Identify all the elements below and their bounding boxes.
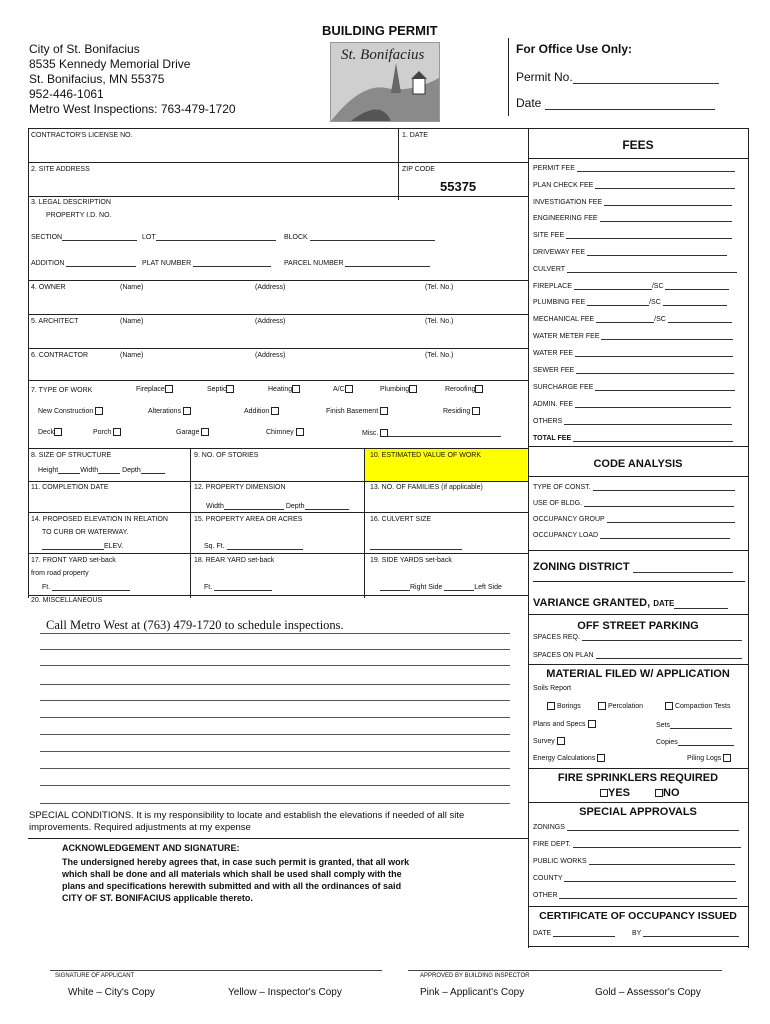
copy-pink: Pink – Applicant's Copy	[420, 987, 525, 998]
work-garage-label: Garage	[176, 428, 200, 436]
permit-no-field[interactable]	[516, 70, 719, 84]
percolation-label: Percolation	[607, 702, 643, 710]
copy-gold: Gold – Assessor's Copy	[595, 987, 701, 998]
fee-label: MECHANICAL FEE	[533, 316, 595, 323]
left-side-label: Left Side	[474, 584, 502, 591]
fees-title: FEES	[622, 138, 654, 152]
fee-plumbing[interactable]	[533, 297, 727, 306]
copies-field[interactable]	[656, 737, 734, 746]
energy-calc-checkbox[interactable]	[597, 754, 605, 762]
city-state: St. Bonifacius, MN 55375	[29, 72, 165, 86]
fee-admin[interactable]	[533, 399, 731, 408]
elev-label: ELEV.	[104, 543, 124, 550]
office-date-field[interactable]	[516, 96, 715, 110]
permit-no-label: Permit No.	[516, 70, 573, 84]
addition-label: ADDITION	[31, 260, 65, 267]
rear-ft-label: Ft.	[204, 584, 213, 591]
owner-tel-label: (Tel. No.)	[425, 284, 454, 291]
right-side-label: Right Side	[410, 584, 443, 591]
county-field[interactable]	[533, 873, 736, 882]
zip-code-value: 55375	[440, 179, 477, 194]
fee-label: DRIVEWAY FEE	[533, 249, 585, 256]
fee-label: SITE FEE	[533, 232, 565, 239]
work-heating-label: Heating	[268, 385, 293, 393]
fee-surcharge[interactable]	[533, 382, 735, 391]
sqft-field[interactable]	[204, 541, 303, 550]
work-addition-label: Addition	[244, 407, 270, 415]
plumbing-checkbox[interactable]	[409, 385, 417, 393]
special-approvals-title: SPECIAL APPROVALS	[579, 806, 697, 818]
compaction-option[interactable]	[665, 702, 730, 710]
sets-field[interactable]	[656, 720, 732, 729]
plat-number-label: PLAT NUMBER	[142, 260, 192, 267]
section-field[interactable]	[31, 232, 137, 241]
rear-yard-label: 18. REAR YARD set-back	[194, 557, 275, 564]
owner-label: 4. OWNER	[31, 284, 66, 291]
borings-checkbox[interactable]	[547, 702, 555, 710]
use-of-bldg-field[interactable]	[533, 498, 734, 507]
inspections-phone: Metro West Inspections: 763-479-1720	[29, 102, 236, 116]
fee-mechanical[interactable]	[533, 314, 732, 323]
septic-checkbox[interactable]	[226, 385, 234, 393]
architect-tel-label: (Tel. No.)	[425, 318, 454, 325]
work-plumbing[interactable]	[380, 385, 417, 393]
occupancy-group-field[interactable]	[533, 514, 735, 523]
fee-total[interactable]	[533, 433, 733, 442]
plans-specs-checkbox[interactable]	[588, 720, 596, 728]
approval-label: FIRE DEPT.	[533, 841, 571, 848]
borings-label: Borings	[556, 702, 581, 710]
certificate-title: CERTIFICATE OF OCCUPANCY ISSUED	[539, 910, 737, 922]
prop-depth-label: Depth	[285, 503, 305, 510]
architect-address-label: (Address)	[255, 318, 286, 325]
culvert-field[interactable]	[370, 541, 462, 550]
work-heating[interactable]	[268, 385, 300, 393]
work-chimney[interactable]	[266, 428, 304, 436]
work-finish-basement-label: Finish Basement	[326, 407, 379, 415]
survey-option[interactable]	[533, 737, 565, 745]
work-fireplace[interactable]	[136, 385, 173, 393]
office-use-title: For Office Use Only:	[516, 42, 633, 56]
fee-plan-check[interactable]	[533, 180, 735, 189]
sprinklers-no-checkbox[interactable]	[655, 789, 663, 797]
property-dimension-label: 12. PROPERTY DIMENSION	[194, 484, 286, 491]
proposed-elevation-label: 14. PROPOSED ELEVATION IN RELATION	[31, 516, 168, 523]
off-street-parking-title: OFF STREET PARKING	[577, 620, 699, 632]
height-label: Height	[38, 467, 59, 474]
logo-text: St. Bonifacius	[341, 47, 425, 63]
architect-label: 5. ARCHITECT	[31, 318, 79, 325]
material-filed-title: MATERIAL FILED W/ APPLICATION	[546, 668, 730, 680]
completion-date-label: 11. COMPLETION DATE	[31, 484, 109, 491]
page-title: BUILDING PERMIT	[322, 23, 438, 38]
spaces-plan-field[interactable]	[533, 650, 742, 659]
no-label: NO	[663, 787, 680, 799]
spaces-req-field[interactable]	[533, 632, 742, 641]
finish-basement-checkbox[interactable]	[380, 407, 388, 415]
borings-option[interactable]	[547, 702, 581, 710]
fee-label: PLAN CHECK FEE	[533, 182, 594, 189]
contractor-license-label: CONTRACTOR'S LICENSE NO.	[31, 132, 133, 139]
owner-address-label: (Address)	[255, 284, 286, 291]
size-of-structure-label: 8. SIZE OF STRUCTURE	[31, 452, 112, 459]
chimney-checkbox[interactable]	[296, 428, 304, 436]
city-phone: 952-446-1061	[29, 87, 104, 101]
side-yards-field[interactable]	[380, 582, 502, 591]
zip-code-label: ZIP CODE	[402, 166, 435, 173]
contractor-address-label: (Address)	[255, 352, 286, 359]
side-yards-label: 19. SIDE YARDS set-back	[370, 557, 452, 564]
fee-label: SURCHARGE FEE	[533, 384, 594, 391]
estimated-value-label: 10. ESTIMATED VALUE OF WORK	[370, 452, 481, 459]
city-logo	[330, 42, 440, 122]
fee-label: OTHERS	[533, 418, 563, 425]
miscellaneous-label: 20. MISCELLANEOUS	[31, 597, 103, 604]
prop-width-label: Width	[206, 503, 224, 510]
other-field[interactable]	[533, 890, 737, 899]
depth-label: Depth	[122, 467, 141, 474]
fee-label: WATER FEE	[533, 350, 574, 357]
acknowledgement-text: The undersigned hereby agrees that, in case such permit is granted, that all work which shall be done and all materials which shall be used shall comply with the plans and specifications herewith submitted and with all the ordinances of said CITY OF ST. BONIFACIUS applicable thereto.	[62, 857, 410, 903]
sets-label: Sets	[656, 722, 671, 729]
code-label: OCCUPANCY LOAD	[533, 532, 599, 539]
structure-dims-field[interactable]	[38, 465, 165, 474]
approval-label: PUBLIC WORKS	[533, 858, 587, 865]
lot-label: LOT	[142, 234, 156, 241]
survey-checkbox[interactable]	[557, 737, 565, 745]
fee-label: FIREPLACE	[533, 283, 572, 290]
work-misc[interactable]	[362, 428, 501, 437]
compaction-label: Compaction Tests	[674, 702, 731, 710]
percolation-option[interactable]	[598, 702, 643, 710]
variance-label: VARIANCE GRANTED,	[533, 597, 651, 609]
stories-label: 9. NO. OF STORIES	[194, 452, 259, 459]
spaces-req-label: SPACES REQ.	[533, 634, 580, 641]
work-residing-label: Residing	[443, 407, 471, 415]
fee-culvert[interactable]	[533, 264, 737, 273]
plat-number-field[interactable]	[142, 258, 271, 267]
zonings-field[interactable]	[533, 822, 739, 831]
addition-checkbox[interactable]	[271, 407, 279, 415]
inspector-signature-line[interactable]	[408, 970, 722, 971]
code-label: OCCUPANCY GROUP	[533, 516, 605, 523]
code-analysis-title: CODE ANALYSIS	[593, 458, 683, 470]
sprinklers-no-option[interactable]	[655, 787, 680, 799]
work-reroofing-label: Reroofing	[445, 385, 476, 393]
piling-logs-checkbox[interactable]	[723, 754, 731, 762]
total-fee-label: TOTAL FEE	[533, 435, 572, 442]
work-fireplace-label: Fireplace	[136, 385, 165, 393]
fire-dept-field[interactable]	[533, 839, 741, 848]
sc-label: /SC	[651, 283, 664, 290]
fee-others[interactable]	[533, 416, 732, 425]
contractor-name-label: (Name)	[120, 352, 144, 359]
width-label: Width	[80, 467, 99, 474]
work-residing[interactable]	[443, 407, 480, 415]
site-address-label: 2. SITE ADDRESS	[31, 166, 90, 173]
section-label: SECTION	[31, 234, 63, 241]
type-of-const-field[interactable]	[533, 482, 735, 491]
work-alterations[interactable]	[148, 407, 191, 415]
fee-sewer[interactable]	[533, 365, 734, 374]
fire-sprinklers-title: FIRE SPRINKLERS REQUIRED	[557, 772, 719, 784]
yes-label: YES	[608, 787, 631, 799]
property-id-label: PROPERTY I.D. NO.	[46, 212, 112, 219]
work-alterations-label: Alterations	[148, 407, 182, 415]
piling-logs-label: Piling Logs	[687, 754, 722, 762]
fee-investigation[interactable]	[533, 197, 732, 206]
copy-yellow: Yellow – Inspector's Copy	[228, 987, 342, 998]
sc-label: /SC	[649, 299, 661, 306]
legal-description-label: 3. LEGAL DESCRIPTION	[31, 199, 111, 206]
spaces-plan-label: SPACES ON PLAN	[533, 652, 594, 659]
code-label: TYPE OF CONST.	[533, 484, 591, 491]
work-chimney-label: Chimney	[266, 428, 294, 436]
call-note: Call Metro West at (763) 479-1720 to schedule inspections.	[46, 618, 344, 632]
zoning-district-label: ZONING DISTRICT	[533, 561, 630, 573]
date-label: 1. DATE	[402, 132, 428, 139]
new-construction-checkbox[interactable]	[95, 407, 103, 415]
acknowledgement-title: ACKNOWLEDGEMENT AND SIGNATURE:	[62, 843, 240, 853]
sprinklers-yes-option[interactable]	[600, 787, 630, 799]
fee-label: CULVERT	[533, 266, 565, 273]
cert-by-field[interactable]	[632, 928, 739, 937]
work-garage[interactable]	[176, 428, 209, 436]
fee-label: PLUMBING FEE	[533, 299, 586, 306]
contractor-label: 6. CONTRACTOR	[31, 352, 89, 359]
garage-checkbox[interactable]	[201, 428, 209, 436]
signature-applicant-label: SIGNATURE OF APPLICANT	[55, 973, 135, 979]
city-name: City of St. Bonifacius	[29, 42, 140, 56]
heating-checkbox[interactable]	[292, 385, 300, 393]
compaction-checkbox[interactable]	[665, 702, 673, 710]
property-area-label: 15. PROPERTY AREA OR ACRES	[194, 516, 303, 523]
variance-date-label: DATE	[653, 599, 675, 608]
sprinklers-yes-checkbox[interactable]	[600, 789, 608, 797]
contractor-tel-label: (Tel. No.)	[425, 352, 454, 359]
block-field[interactable]	[284, 232, 435, 241]
fee-permit[interactable]	[533, 163, 735, 172]
sc-label: /SC	[654, 316, 666, 323]
city-address-block	[29, 42, 236, 117]
sqft-label: Sq. Ft.	[204, 543, 225, 550]
plans-specs-label: Plans and Specs	[533, 720, 586, 728]
work-new-construction[interactable]	[38, 407, 103, 415]
type-of-work-label: 7. TYPE OF WORK	[31, 387, 93, 394]
front-yard-label: 17. FRONT YARD set-back	[31, 557, 116, 564]
elev-field[interactable]	[42, 541, 123, 550]
from-road-label: from road property	[31, 570, 89, 577]
cert-date-label: DATE	[533, 930, 552, 937]
families-label: 13. NO. OF FAMILIES (if applicable)	[370, 484, 483, 491]
work-misc-label: Misc.	[362, 429, 379, 437]
fee-label: SEWER FEE	[533, 367, 575, 374]
work-septic-label: Septic	[207, 385, 227, 393]
deck-checkbox[interactable]	[54, 428, 62, 436]
front-ft-field[interactable]	[42, 582, 130, 591]
office-divider	[508, 38, 509, 116]
fireplace-checkbox[interactable]	[165, 385, 173, 393]
fee-engineering[interactable]	[533, 213, 732, 222]
to-curb-label: TO CURB OR WATERWAY.	[42, 529, 129, 536]
fee-label: INVESTIGATION FEE	[533, 199, 603, 206]
work-reroofing[interactable]	[445, 385, 483, 393]
copies-label: Copies	[656, 739, 678, 746]
work-septic[interactable]	[207, 385, 234, 393]
variance-field[interactable]	[533, 597, 728, 609]
fee-driveway[interactable]	[533, 247, 727, 256]
parcel-number-label: PARCEL NUMBER	[284, 260, 344, 267]
applicant-signature-line[interactable]	[50, 970, 382, 971]
porch-checkbox[interactable]	[113, 428, 121, 436]
percolation-checkbox[interactable]	[598, 702, 606, 710]
code-label: USE OF BLDG.	[533, 500, 583, 507]
copy-white: White – City's Copy	[68, 987, 155, 998]
zoning-district-field[interactable]	[533, 561, 733, 573]
approval-label: ZONINGS	[533, 824, 565, 831]
work-new-construction-label: New Construction	[38, 407, 94, 415]
fee-label: ADMIN. FEE	[533, 401, 574, 408]
cert-date-field[interactable]	[533, 928, 615, 937]
property-dims-field[interactable]	[206, 501, 349, 510]
culvert-size-label: 16. CULVERT SIZE	[370, 516, 432, 523]
block-label: BLOCK	[284, 234, 308, 241]
addition-field[interactable]	[31, 258, 136, 267]
fee-water-meter[interactable]	[533, 331, 733, 340]
city-street: 8535 Kennedy Memorial Drive	[29, 57, 191, 71]
architect-name-label: (Name)	[120, 318, 144, 325]
approved-by-label: APPROVED BY BUILDING INSPECTOR	[420, 973, 530, 979]
work-ac[interactable]	[333, 385, 353, 393]
plans-specs-option[interactable]	[533, 720, 596, 728]
fee-label: WATER METER FEE	[533, 333, 600, 340]
lot-field[interactable]	[142, 232, 276, 241]
public-works-field[interactable]	[533, 856, 735, 865]
work-finish-basement[interactable]	[326, 407, 388, 415]
fee-site[interactable]	[533, 230, 732, 239]
work-deck-label: Deck	[38, 428, 54, 436]
fee-water[interactable]	[533, 348, 733, 357]
energy-calc-label: Energy Calculations	[533, 754, 596, 762]
work-addition[interactable]	[244, 407, 279, 415]
work-porch[interactable]	[93, 428, 121, 436]
energy-calc-option[interactable]	[533, 754, 605, 762]
work-plumbing-label: Plumbing	[380, 385, 410, 393]
survey-label: Survey	[533, 737, 555, 745]
fee-fireplace[interactable]	[533, 281, 729, 290]
approval-label: COUNTY	[533, 875, 563, 882]
fee-label: ENGINEERING FEE	[533, 215, 598, 222]
work-porch-label: Porch	[93, 428, 112, 436]
residing-checkbox[interactable]	[472, 407, 480, 415]
front-ft-label: Ft.	[42, 584, 51, 591]
work-deck[interactable]	[38, 428, 62, 436]
rear-ft-field[interactable]	[204, 582, 272, 591]
approval-label: OTHER	[533, 892, 558, 899]
work-ac-label: A/C	[333, 385, 345, 393]
misc-checkbox[interactable]	[380, 429, 388, 437]
occupancy-load-field[interactable]	[533, 530, 730, 539]
owner-name-label: (Name)	[120, 284, 144, 291]
alterations-checkbox[interactable]	[183, 407, 191, 415]
reroofing-checkbox[interactable]	[475, 385, 483, 393]
parcel-number-field[interactable]	[284, 258, 430, 267]
piling-logs-option[interactable]	[687, 754, 731, 762]
office-date-label: Date	[516, 96, 542, 110]
special-conditions: SPECIAL CONDITIONS. It is my responsibility to locate and establish the elevations if needed of all site improvements. Required adjustments at my expense	[29, 810, 465, 833]
cert-by-label: BY	[632, 930, 642, 937]
ac-checkbox[interactable]	[345, 385, 353, 393]
fee-label: PERMIT FEE	[533, 165, 575, 172]
soils-report-label: Soils Report	[533, 685, 572, 692]
